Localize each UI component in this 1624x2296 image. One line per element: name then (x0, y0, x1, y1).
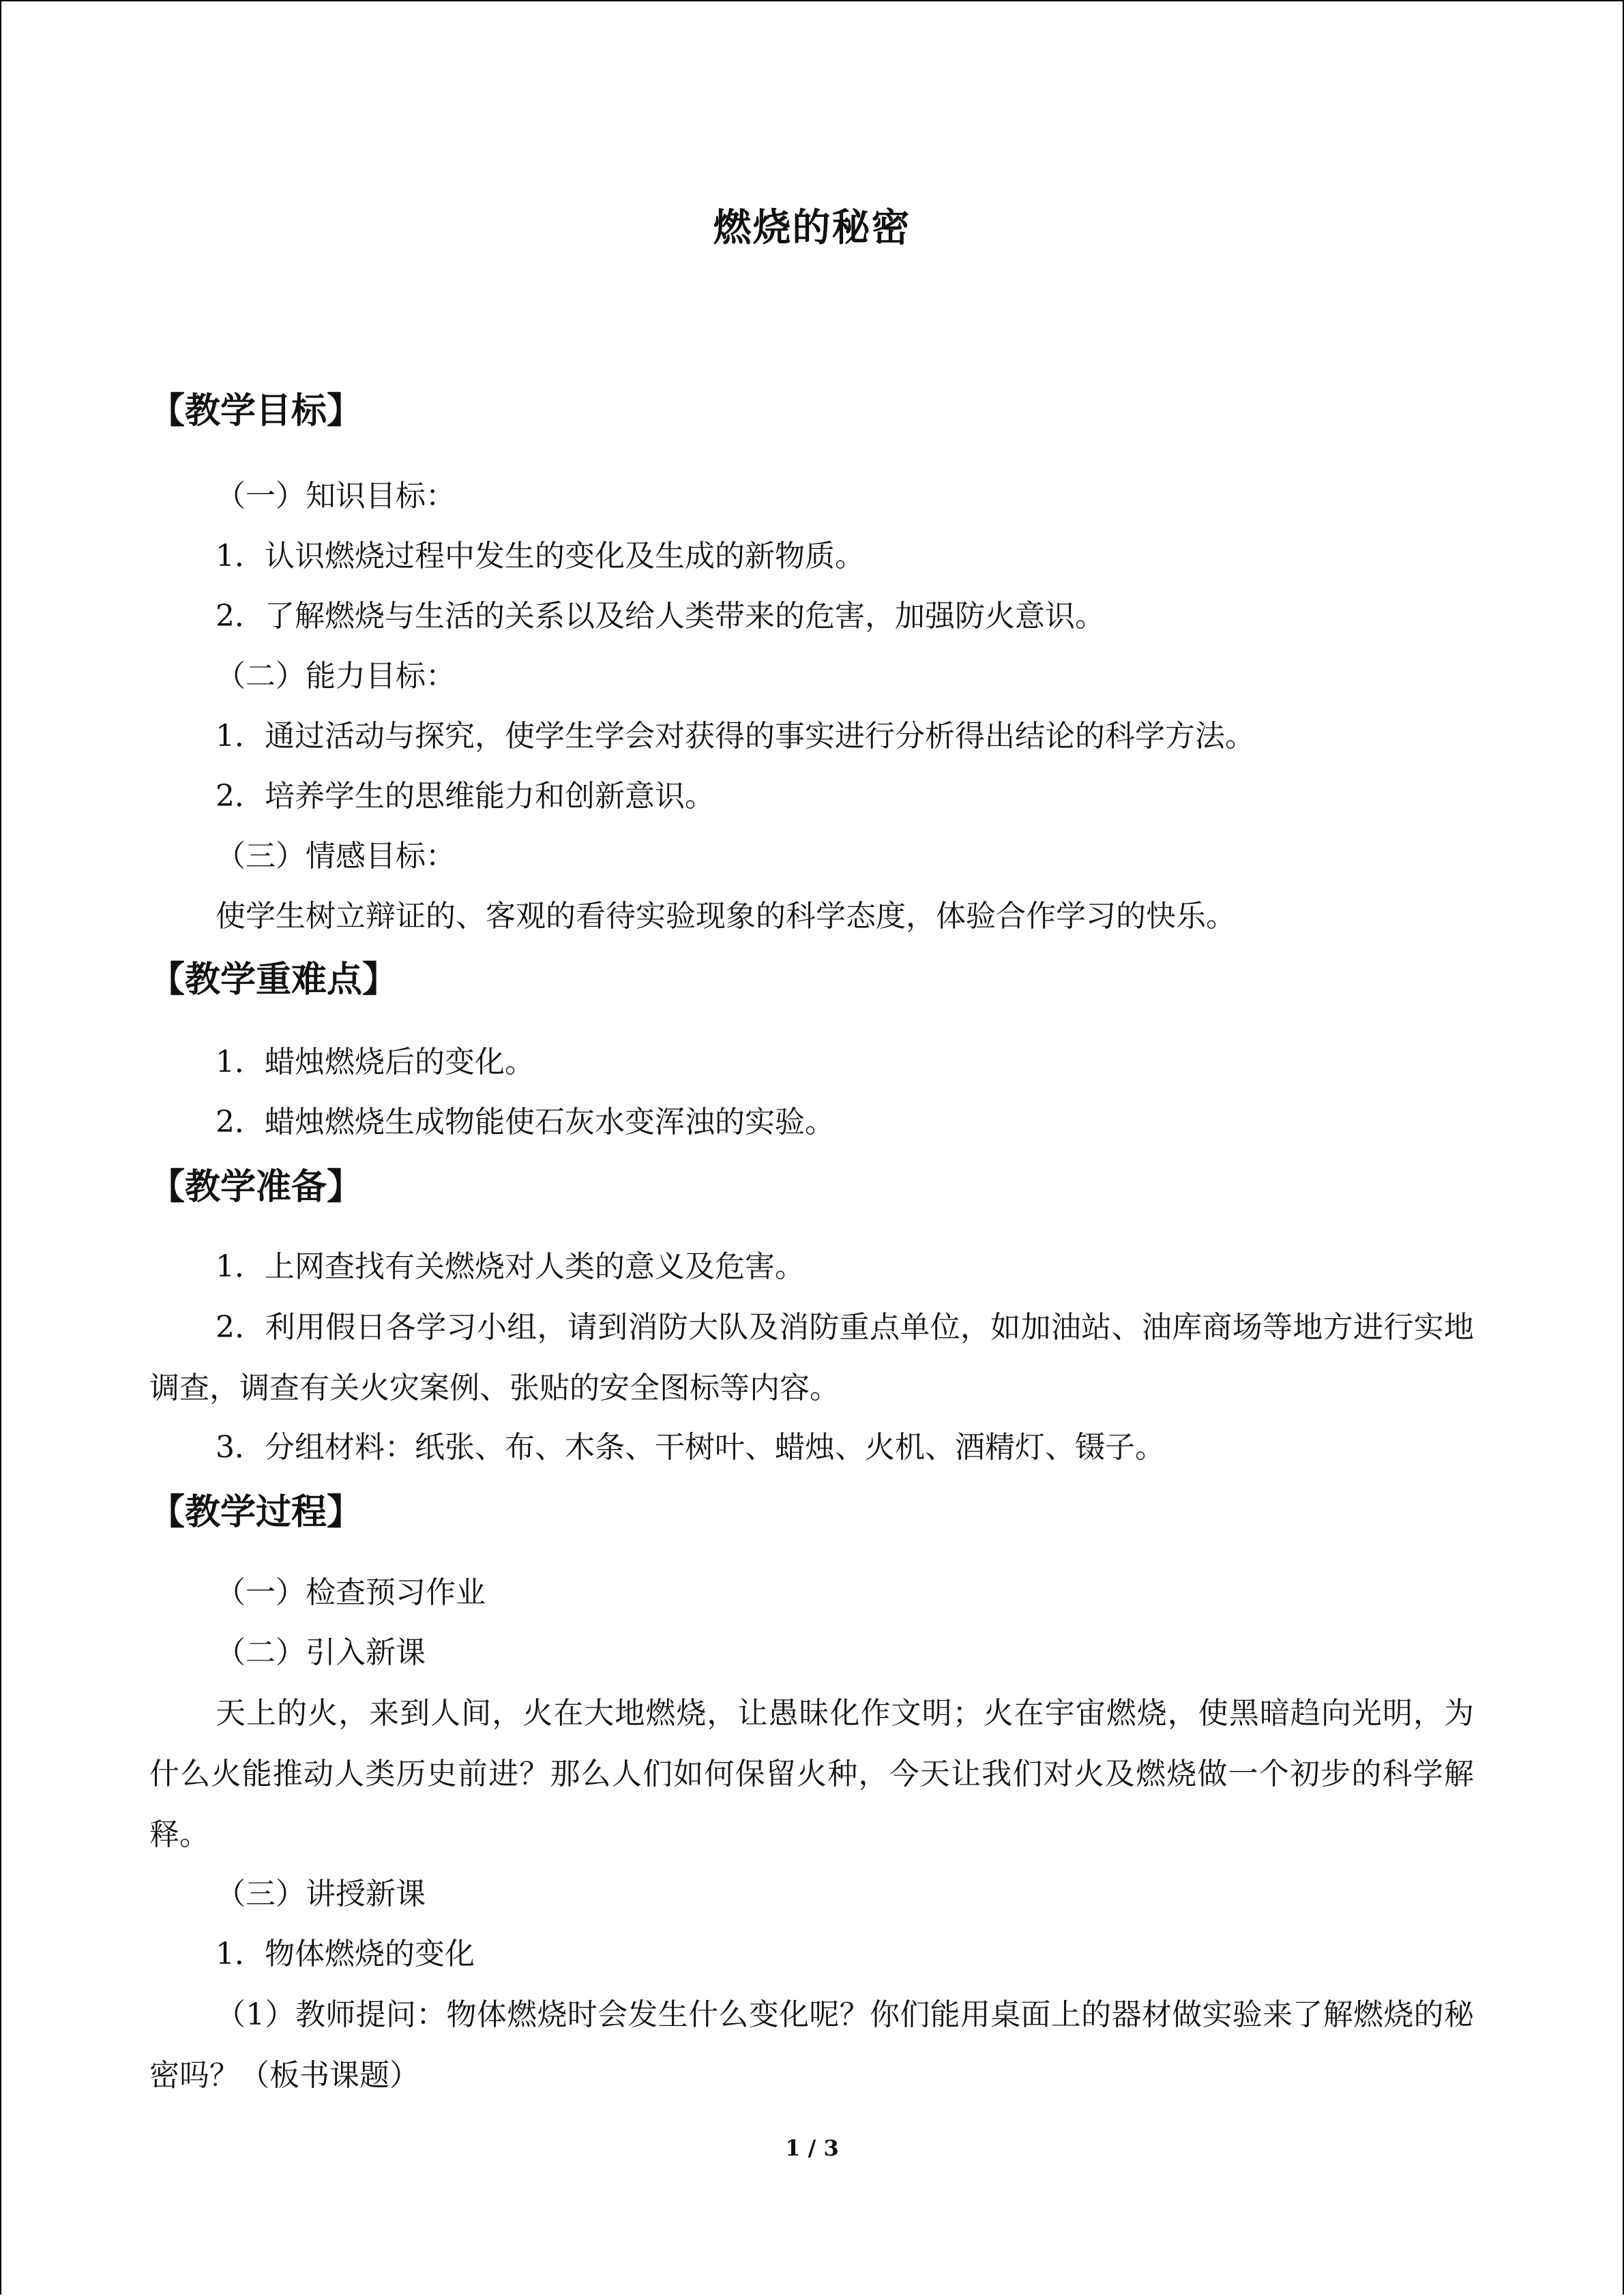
goals-knowledge-item-1: 1．认识燃烧过程中发生的变化及生成的新物质。 (216, 539, 865, 573)
page-number: 1 / 3 (785, 2135, 839, 2161)
process-step-1: （一）检查预习作业 (216, 1575, 486, 1610)
key-points-item-2: 2．蜡烛燃烧生成物能使石灰水变浑浊的实验。 (216, 1105, 835, 1139)
goals-ability-item-2: 2．培养学生的思维能力和创新意识。 (216, 779, 715, 814)
process-step-2: （二）引入新课 (216, 1635, 426, 1670)
section-heading-preparation: 【教学准备】 (149, 1167, 363, 1208)
preparation-item-2: 2．利用假日各学习小组，请到消防大队及消防重点单位，如加油站、油库商场等地方进行实地调查，调查有关火灾案例、张贴的安全图标等内容。 (149, 1310, 1474, 1405)
process-step-3: （三）讲授新课 (216, 1877, 426, 1911)
goals-ability-item-1: 1．通过活动与探究，使学生学会对获得的事实进行分析得出结论的科学方法。 (216, 719, 1255, 754)
process-sub-1: 1．物体燃烧的变化 (216, 1937, 475, 1971)
goals-knowledge-label: （一）知识目标： (216, 479, 456, 513)
goals-knowledge-item-2: 2．了解燃烧与生活的关系以及给人类带来的危害，加强防火意识。 (216, 599, 1105, 633)
process-sub-1-question: （1）教师提问：物体燃烧时会发生什么变化呢？你们能用桌面上的器材做实验来了解燃烧的秘密吗？（板书课题） (149, 1997, 1474, 2093)
page-title: 燃烧的秘密 (713, 206, 911, 250)
section-heading-key-points: 【教学重难点】 (149, 959, 398, 1000)
section-heading-process: 【教学过程】 (149, 1492, 363, 1533)
section-heading-goals: 【教学目标】 (149, 391, 363, 432)
preparation-item-1: 1．上网查找有关燃烧对人类的意义及危害。 (216, 1249, 805, 1284)
goals-emotion-item-1: 使学生树立辩证的、客观的看待实验现象的科学态度，体验合作学习的快乐。 (216, 899, 1236, 934)
preparation-item-3: 3．分组材料：纸张、布、木条、干树叶、蜡烛、火机、酒精灯、镊子。 (216, 1430, 1165, 1465)
goals-ability-label: （二）能力目标： (216, 659, 456, 694)
process-intro-text: 天上的火，来到人间，火在大地燃烧，让愚昧化作文明；火在宇宙燃烧，使黑暗趋向光明，为什么火能推动人类历史前进？那么人们如何保留火种，今天让我们对火及燃烧做一个初步的科学解释。 (149, 1696, 1474, 1852)
key-points-item-1: 1．蜡烛燃烧后的变化。 (216, 1045, 535, 1079)
goals-emotion-label: （三）情感目标： (216, 839, 456, 874)
